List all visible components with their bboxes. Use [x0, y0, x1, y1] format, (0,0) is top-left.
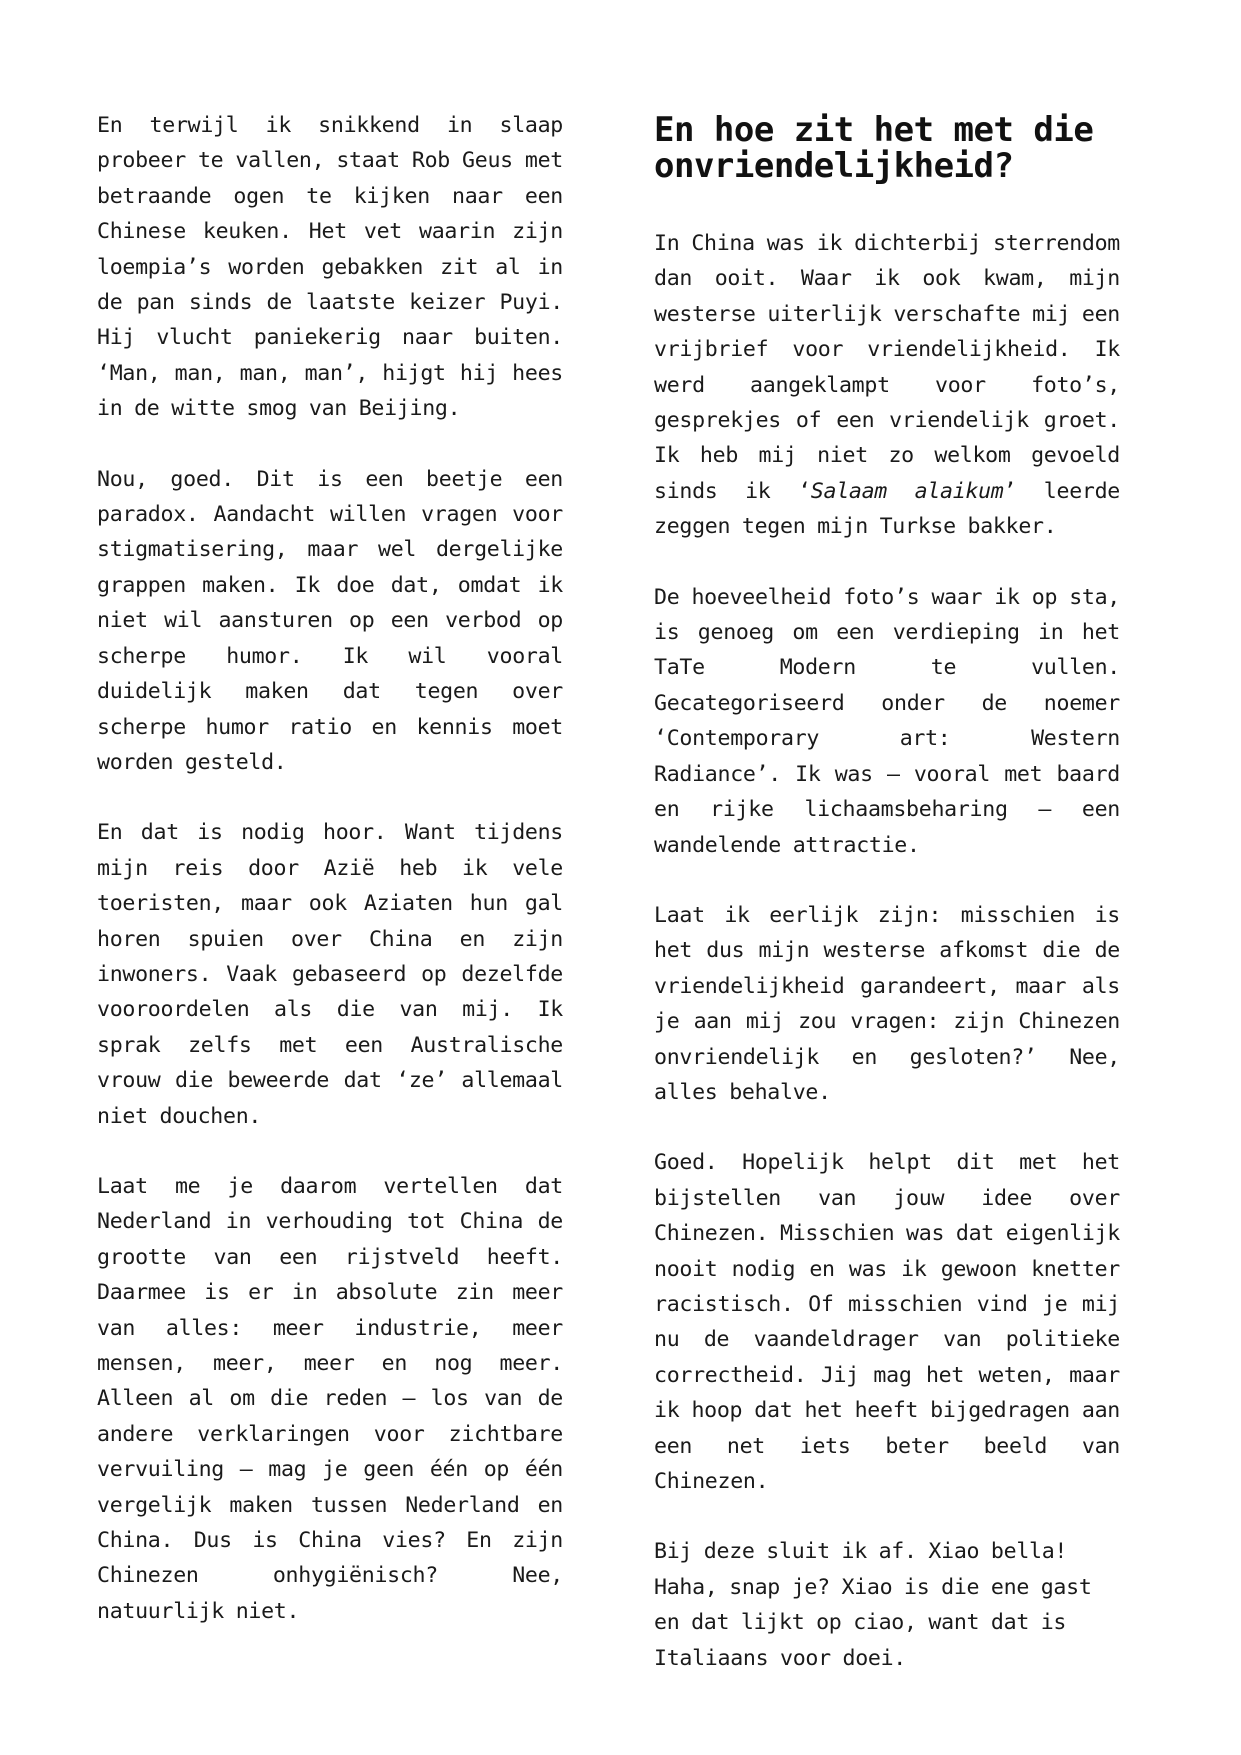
- paragraph: Laat me je daarom vertellen dat Nederland in verhouding tot China de grootte van een rijstveld heeft. Daarmee is er in absolute zin meer van alles: meer industrie, meer mensen, meer, meer en nog meer. Alleen al om die reden – los van de andere verklaringen voor zichtbare vervuiling – mag je geen één op één vergelijk maken tussen Nederland en China. Dus is China vies? En zijn Chinezen onhygiënisch? Nee, natuurlijk niet.: [97, 1173, 563, 1624]
- paragraph: Laat ik eerlijk zijn: misschien is het dus mijn westerse afkomst die de vriendelijkheid garandeert, maar als je aan mij zou vragen: zijn Chinezen onvriendelijk en gesloten?’ Nee, alles behalve.: [654, 902, 1120, 1105]
- paragraph: En terwijl ik snikkend in slaap probeer te vallen, staat Rob Geus met betraande ogen te kijken naar een Chinese keuken. Het vet waarin zijn loempia’s worden gebakken zit al in de pan sinds de laatste keizer Puyi. Hij vlucht paniekerig naar buiten. ‘Man, man, man, man’, hijgt hij hees in de witte smog van Beijing.: [97, 113, 563, 422]
- paragraph: Bij deze sluit ik af. Xiao bella! Haha, snap je? Xiao is die ene gast en dat lijkt op ciao, want dat is Italiaans voor doei.: [654, 1539, 1092, 1671]
- section-heading: En hoe zit het met die onvriendelijkheid?: [654, 110, 1094, 186]
- paragraph-text: ’ leerde zeggen tegen mijn Turkse bakker.: [654, 478, 1120, 540]
- paragraph: [654, 226, 1120, 545]
- italic-phrase: Salaam alaikum: [810, 478, 1004, 504]
- paragraph: De hoeveelheid foto’s waar ik op sta, is genoeg om een verdieping in het TaTe Modern te vullen. Gecategoriseerd onder de noemer ‘Contemporary art: Western Radiance’. Ik was – vooral met baard en rijke lichaamsbeharing – een wandelende attractie.: [654, 584, 1120, 858]
- paragraph: En dat is nodig hoor. Want tijdens mijn reis door Azië heb ik vele toeristen, maar ook Aziaten hun gal horen spuien over China en zijn inwoners. Vaak gebaseerd op dezelfde vooroordelen als die van mij. Ik sprak zelfs met een Australische vrouw die beweerde dat ‘ze’ allemaal niet douchen.: [97, 820, 563, 1129]
- paragraph-text: In China was ik dichterbij sterrendom dan ooit. Waar ik ook kwam, mijn westerse uiterlijk verschafte mij een vrijbrief voor vriendelijkheid. Ik werd aangeklampt voor foto’s, gesprekjes of een vriendelijk groet. Ik heb mij niet zo welkom gevoeld sinds ik ‘: [654, 231, 1120, 504]
- paragraph: Goed. Hopelijk helpt dit met het bijstellen van jouw idee over Chinezen. Misschien was dat eigenlijk nooit nodig en was ik gewoon knetter racistisch. Of misschien vind je mij nu de vaandeldrager van politieke correctheid. Jij mag het weten, maar ik hoop dat het heeft bijgedragen aan een net iets beter beeld van Chinezen.: [654, 1150, 1120, 1494]
- left-column: [97, 108, 563, 1664]
- right-column: [654, 108, 1120, 1711]
- paragraph: Nou, goed. Dit is een beetje een paradox. Aandacht willen vragen voor stigmatisering, maar wel dergelijke grappen maken. Ik doe dat, omdat ik niet wil aansturen op een verbod op scherpe humor. Ik wil vooral duidelijk maken dat tegen over scherpe humor ratio en kennis moet worden gesteld.: [97, 466, 563, 775]
